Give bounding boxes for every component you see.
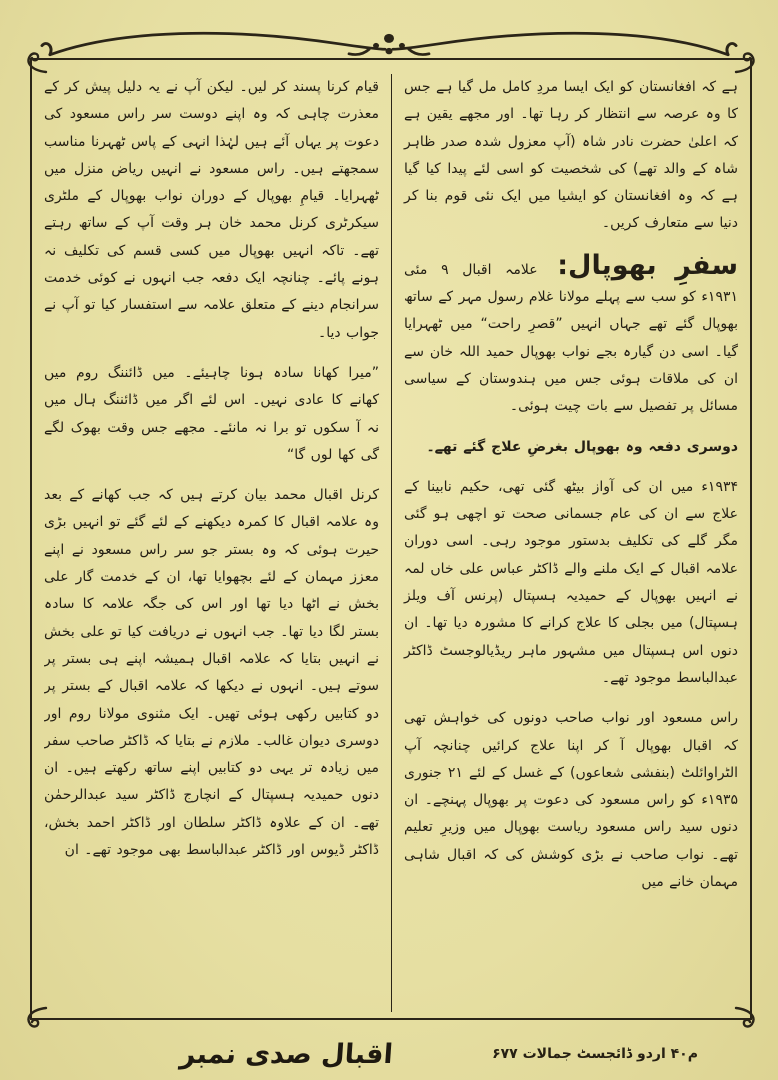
paragraph: راس مسعود اور نواب صاحب دونوں کی خواہش تھی کہ اقبال بھوپال آ کر اپنا علاج کرائیں چنانچہ آپ الٹراوائلٹ (بنفشی شعاعوں) کے غسل کے لئے ۲۱ جنوری ۱۹۳۵ء کو راس مسعود کی دعوت پر بھوپال پہنچے۔ ان دنوں سید راس مسعود ریاست بھوپال میں وزیرِ تعلیم تھے۔ نواب صاحب نے بڑی کوشش کی کہ اقبال شاہی مہمان خانے میں bbox=[404, 710, 738, 891]
paragraph: کرنل اقبال محمد بیان کرتے ہیں کہ جب کھانے کے بعد وہ علامہ اقبال کا کمرہ دیکھنے کے لئے گئے تو انہیں بڑی حیرت ہوئی کہ وہ بستر جو سر راس مسعود نے اپنے معزز مہمان کے لئے بچھوایا تھا، ان کے خدمت گار علی بخش نے اٹھا دیا تھا اور اس کی جگہ علامہ کا سادہ بستر لگا دیا تھا۔ جب انہوں نے دریافت کیا تو علی بخش نے انہیں بتایا کہ علامہ اقبال ہمیشہ اپنے ہی بستر پر سوتے ہیں۔ انہوں نے دیکھا کہ علامہ اقبال کے بستر پر دو کتابیں رکھی ہوئی تھیں۔ ایک مثنوی مولانا روم اور دوسری دیوان غالب۔ ملازم نے بتایا کہ ڈاکٹر صاحب سفر میں زیادہ تر یہی دو کتابیں اپنے ساتھ رکھتے ہیں۔ ان دنوں حمیدیہ ہسپتال کے انچارج ڈاکٹر سید عبدالرحمٰن تھے۔ ان کے علاوہ ڈاکٹر سلطان اور ڈاکٹر احمد بخش، ڈاکٹر ڈیوس اور ڈاکٹر عبدالباسط بھی موجود تھے۔ ان bbox=[44, 487, 379, 859]
text-columns bbox=[32, 60, 750, 1018]
left-text-column bbox=[44, 74, 391, 1012]
paragraph: دوسری دفعہ وہ بھوپال بغرضِ علاج گئے تھے۔ bbox=[426, 438, 738, 455]
paragraph: ۱۹۳۴ء میں ان کی آواز بیٹھ گئی تھی، حکیم نابینا کے علاج سے ان کی عام جسمانی صحت تو اچھی ہو گئی مگر گلے کی تکلیف بدستور موجود رہی۔ اسی دوران علامہ اقبال کے ایک ملنے والے ڈاکٹر عباس علی خاں لمہ نے انہیں بھوپال کے حمیدیہ ہسپتال (پرنس آف ویلز ہسپتال) میں بجلی کا علاج کرانے کا مشورہ دیا تھا۔ ان دنوں اس ہسپتال میں مشہور ماہر ریڈیالوجسٹ ڈاکٹر عبدالباسط موجود تھے۔ bbox=[404, 478, 738, 686]
right-text-column bbox=[391, 74, 738, 1012]
top-flourish-ornament bbox=[40, 22, 738, 62]
paragraph-with-heading bbox=[404, 251, 738, 421]
paragraph: ہے کہ افغانستان کو ایک ایسا مردِ کامل مل گیا ہے جس کا وہ عرصہ سے انتظار کر رہا تھا۔ اور مجھے یقین ہے کہ اعلیٰ حضرت نادر شاہ (آپ معزول شدہ صدر ظاہر شاہ کے والد تھے) کی شخصیت کو اسی لئے پیدا کیا گیا ہے کہ وہ افغانستان کو ایشیا میں ایک نئی قوم بنا کر دنیا سے متعارف کریں۔ bbox=[404, 79, 738, 232]
heading-paragraph-text: علامہ اقبال ۹ مئی ۱۹۳۱ء کو سب سے پہلے مولانا غلام رسول مہر کے ساتھ بھوپال گئے تھے جہاں انہیں ”قصرِ راحت“ میں ٹھہرایا گیا۔ اسی دن گیارہ بجے نواب بھوپال حمید اللہ خان سے ان کی ملاقات ہوئی جس میں ہندوستان کے سیاسی مسائل پر تفصیل سے بات چیت ہوئی۔ bbox=[404, 261, 738, 415]
paragraph: قیام کرنا پسند کر لیں۔ لیکن آپ نے یہ دلیل پیش کر کے معذرت چاہی کہ وہ اپنے دوست سر راس مسعود کی دعوت پر یہاں آئے ہیں لہٰذا انہی کے پاس ٹھہرنا مناسب سمجھتے ہیں۔ راس مسعود نے انہیں ریاض منزل میں ٹھہرایا۔ قیامِ بھوپال کے دوران نواب بھوپال کے ملٹری سیکرٹری کرنل محمد خان ہر وقت آپ کے ساتھ رہتے تھے۔ تاکہ انہیں بھوپال میں کسی قسم کی تکلیف نہ ہونے پائے۔ چنانچہ ایک دفعہ جب انہوں نے کوئی خدمت سرانجام دینے کے متعلق علامہ سے استفسار کیا تو آپ نے جواب دیا۔ bbox=[44, 79, 379, 341]
page-footer bbox=[0, 1024, 778, 1074]
footer-imprint-line: م۴۰ اردو ڈائجسٹ جمالات ۶۷۷ bbox=[492, 1046, 698, 1062]
footer-edition-title: اقبال صدی نمبر bbox=[178, 1039, 394, 1070]
section-heading-safar-bhopal: سفرِ بھوپال: bbox=[557, 249, 738, 281]
page-border-frame bbox=[30, 58, 752, 1020]
quote-paragraph: ”میرا کھانا سادہ ہونا چاہیئے۔ میں ڈائننگ روم میں کھانے کا عادی نہیں۔ اس لئے اگر میں ڈائننگ ہال میں نہ آ سکوں تو برا نہ مانئے۔ مجھے جس وقت بھوک لگے گی کھا لوں گا“ bbox=[44, 364, 379, 463]
